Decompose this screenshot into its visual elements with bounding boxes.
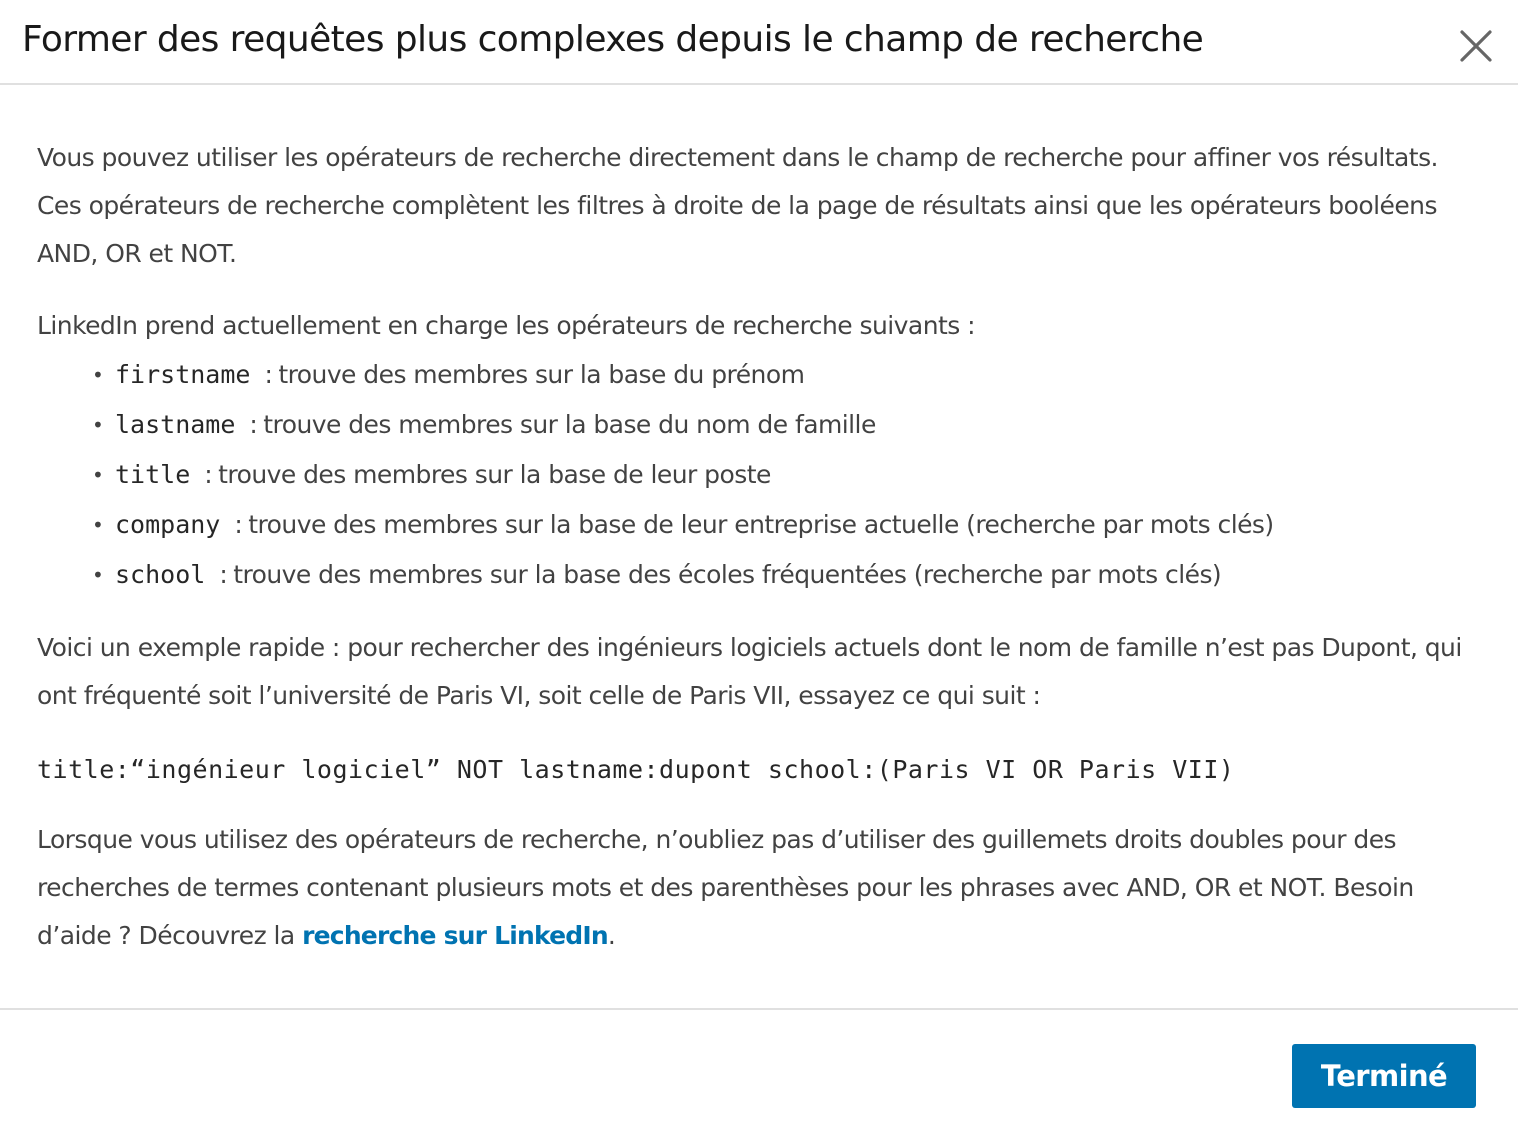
dialog-header xyxy=(0,0,1518,85)
close-button[interactable] xyxy=(1450,20,1502,72)
dialog-title: Former des requêtes plus complexes depuis le champ de recherche xyxy=(22,19,1204,60)
linkedin-search-help-link[interactable]: recherche sur LinkedIn xyxy=(302,921,608,950)
operator-name: school xyxy=(115,560,206,589)
operator-name: firstname xyxy=(115,360,251,389)
operator-description: trouve des membres sur la base des écoles fréquentées (recherche par mots clés) xyxy=(233,560,1222,589)
operator-description: trouve des membres sur la base de leur poste xyxy=(218,460,771,489)
operator-list xyxy=(37,350,1482,600)
example-intro: Voici un exemple rapide : pour rechercher des ingénieurs logiciels actuels dont le nom de famille n’est pas Dupont, qui ont fréquenté soit l’université de Paris VI, soit celle de Paris VII, essayez ce qui suit : xyxy=(37,633,1462,710)
intro-paragraph: Vous pouvez utiliser les opérateurs de recherche directement dans le champ de recherche pour affiner vos résultats. Ces opérateurs de recherche complètent les filtres à droite de la page de résultats ainsi que les opérateurs booléens AND, OR et NOT. xyxy=(37,143,1438,268)
operator-name: title xyxy=(115,460,191,489)
note-end: . xyxy=(607,921,616,950)
list-item xyxy=(37,450,1482,500)
list-item xyxy=(37,400,1482,450)
operator-colon: : xyxy=(204,460,213,489)
operator-name: lastname xyxy=(115,410,236,439)
dialog-body xyxy=(37,134,1482,960)
list-item xyxy=(37,350,1482,400)
operator-colon: : xyxy=(219,560,228,589)
operator-description: trouve des membres sur la base de leur entreprise actuelle (recherche par mots clés) xyxy=(248,510,1274,539)
support-intro: LinkedIn prend actuellement en charge les opérateurs de recherche suivants : xyxy=(37,311,975,340)
operator-name: company xyxy=(115,510,221,539)
note-paragraph xyxy=(37,816,1482,960)
bullet: • xyxy=(92,413,104,437)
bullet: • xyxy=(92,363,104,387)
bullet: • xyxy=(92,513,104,537)
operator-colon: : xyxy=(264,360,273,389)
close-icon xyxy=(1450,20,1502,72)
operator-description: trouve des membres sur la base du nom de famille xyxy=(263,410,876,439)
done-button[interactable]: Terminé xyxy=(1292,1044,1476,1108)
operator-colon: : xyxy=(234,510,243,539)
bullet: • xyxy=(92,463,104,487)
list-item xyxy=(37,500,1482,550)
operator-description: trouve des membres sur la base du prénom xyxy=(278,360,805,389)
example-query: title:“ingénieur logiciel” NOT lastname:dupont school:(Paris VI OR Paris VII) xyxy=(37,755,1235,784)
operator-colon: : xyxy=(249,410,258,439)
note-text: Lorsque vous utilisez des opérateurs de recherche, n’oubliez pas d’utiliser des guillemets droits doubles pour des recherches de termes contenant plusieurs mots et des parenthèses pour les phrases avec AND, OR et NOT. Besoin d’aide ? Découvrez la xyxy=(37,825,1414,950)
dialog-footer xyxy=(0,1008,1518,1136)
list-item xyxy=(37,550,1482,600)
bullet: • xyxy=(92,563,104,587)
